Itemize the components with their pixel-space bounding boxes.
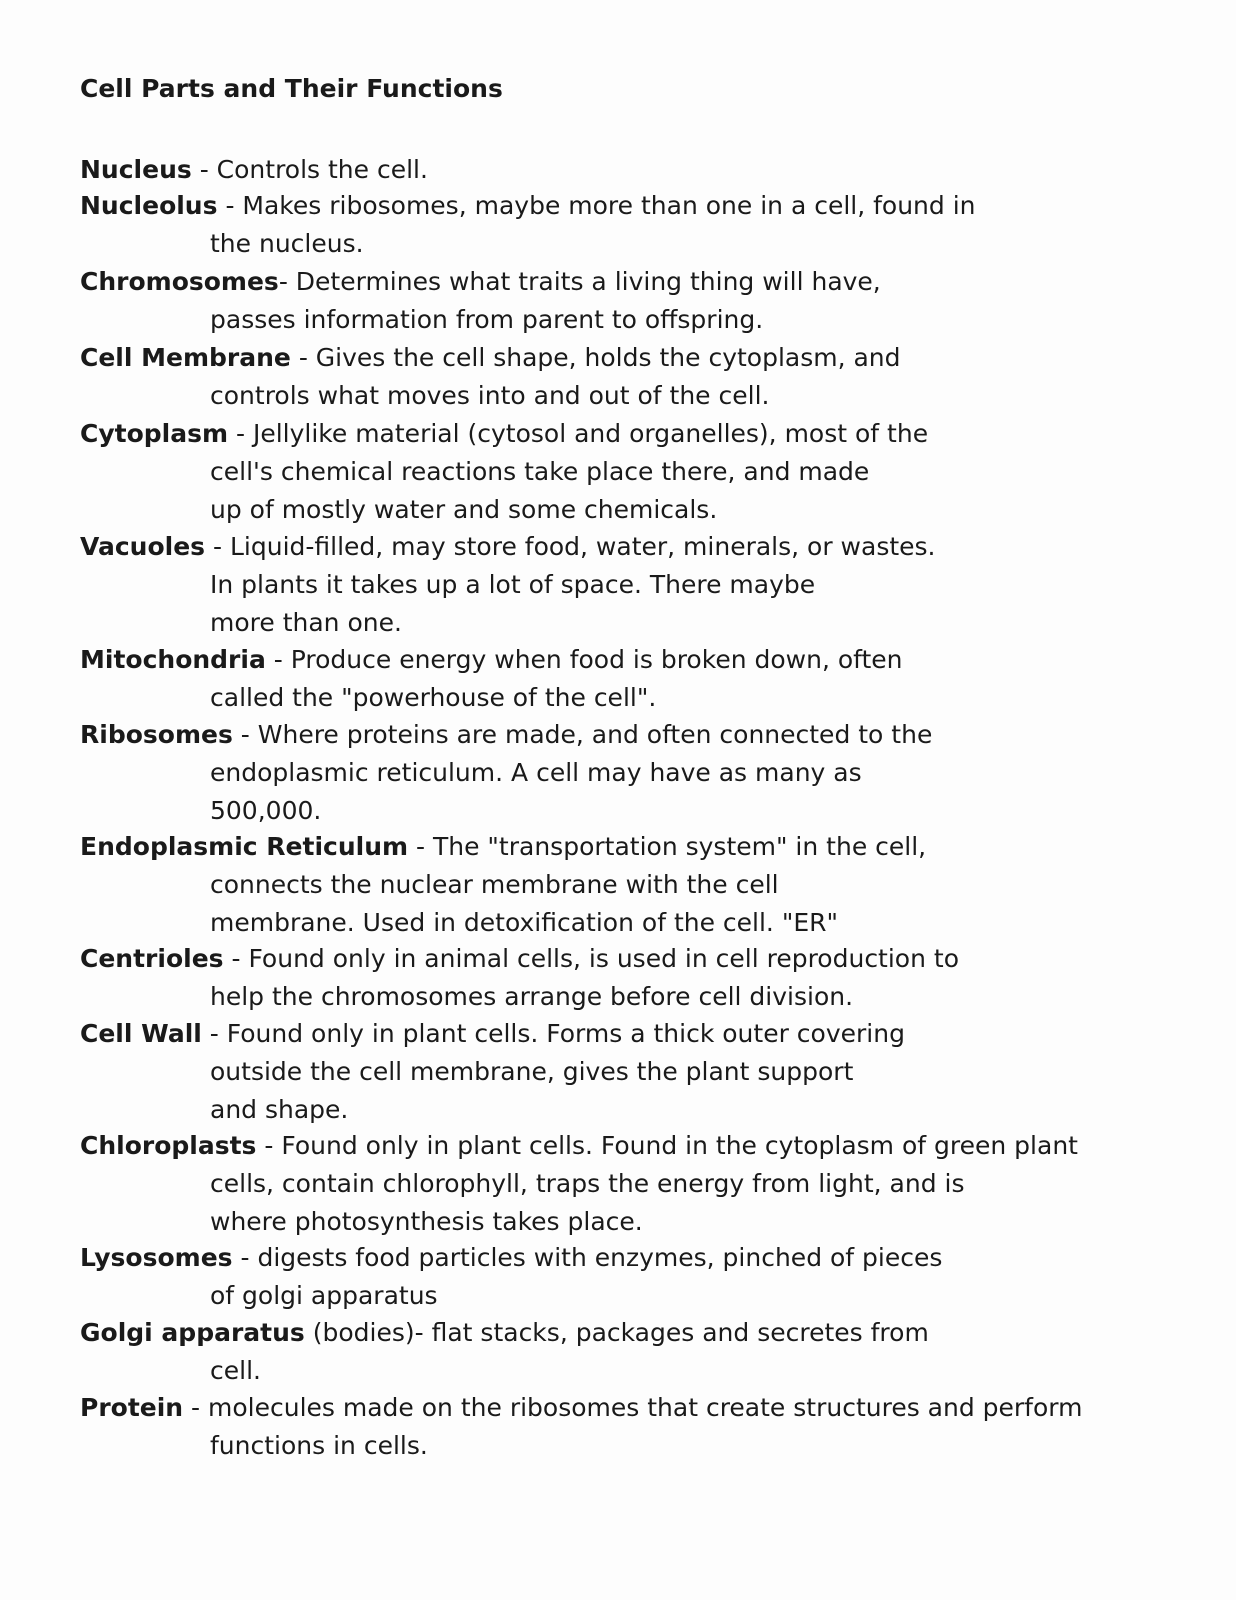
definition-text: - Found only in plant cells. Found in the cytoplasm of green plant (256, 1131, 1078, 1160)
entry-nucleus (80, 151, 428, 189)
term-label: Centrioles (80, 944, 224, 973)
entry-chromosomes (80, 263, 881, 339)
definition-text: - Where proteins are made, and often connected to the (232, 720, 933, 749)
definition-text: where photosynthesis takes place. (210, 1207, 643, 1236)
entry-cytoplasm (80, 415, 928, 529)
term-label: Cytoplasm (80, 419, 229, 448)
term-label: Golgi apparatus (80, 1318, 305, 1347)
term-label: Chromosomes (80, 267, 279, 296)
definition-text: - Found only in plant cells. Forms a thick outer covering (201, 1019, 905, 1048)
definition-text: endoplasmic reticulum. A cell may have as many as (210, 758, 862, 787)
term-label: Endoplasmic Reticulum (80, 832, 409, 861)
definition-text: - digests food particles with enzymes, pinched of pieces (232, 1243, 943, 1272)
definition-text: - Gives the cell shape, holds the cytoplasm, and (290, 343, 901, 372)
definition-text: membrane. Used in detoxification of the cell. "ER" (210, 908, 838, 937)
term-label: Nucleus (80, 155, 192, 184)
term-label: Lysosomes (80, 1243, 233, 1272)
entry-lysosomes (80, 1239, 942, 1315)
definition-text: - Found only in animal cells, is used in cell reproduction to (223, 944, 959, 973)
definition-text: - Makes ribosomes, maybe more than one in a cell, found in (217, 191, 976, 220)
entry-nucleolus (80, 187, 976, 263)
definition-text: and shape. (210, 1095, 349, 1124)
entry-golgi-apparatus (80, 1314, 929, 1390)
definition-text: the nucleus. (210, 229, 364, 258)
entry-ribosomes (80, 716, 932, 830)
term-label: Vacuoles (80, 532, 206, 561)
definition-text: cell's chemical reactions take place there, and made (210, 457, 870, 486)
term-label: Ribosomes (80, 720, 233, 749)
term-label: Nucleolus (80, 191, 218, 220)
term-label: Mitochondria (80, 645, 266, 674)
definition-text: outside the cell membrane, gives the plant support (210, 1057, 854, 1086)
definition-text: cells, contain chlorophyll, traps the energy from light, and is (210, 1169, 965, 1198)
definition-text: more than one. (210, 608, 402, 637)
entry-cell-membrane (80, 339, 901, 415)
entry-centrioles (80, 940, 959, 1016)
entry-chloroplasts (80, 1127, 1078, 1241)
definition-text: connects the nuclear membrane with the cell (210, 870, 779, 899)
term-label: Cell Membrane (80, 343, 291, 372)
entry-mitochondria (80, 641, 903, 717)
entry-protein (80, 1389, 1082, 1465)
definition-text: help the chromosomes arrange before cell division. (210, 982, 854, 1011)
definition-text: up of mostly water and some chemicals. (210, 495, 718, 524)
definition-text: controls what moves into and out of the cell. (210, 381, 770, 410)
definition-text: In plants it takes up a lot of space. There maybe (210, 570, 816, 599)
definition-text: - molecules made on the ribosomes that create structures and perform (183, 1393, 1083, 1422)
definition-text: of golgi apparatus (210, 1281, 438, 1310)
definition-text: - Jellylike material (cytosol and organelles), most of the (228, 419, 929, 448)
term-label: Chloroplasts (80, 1131, 257, 1160)
definition-text: (bodies)- flat stacks, packages and secretes from (304, 1318, 929, 1347)
definition-text: - Produce energy when food is broken down, often (265, 645, 903, 674)
term-label: Protein (80, 1393, 184, 1422)
definition-text: called the "powerhouse of the cell". (210, 683, 657, 712)
entry-vacuoles (80, 528, 936, 642)
definition-text: - Determines what traits a living thing will have, (278, 267, 881, 296)
definition-text: passes information from parent to offspring. (210, 305, 764, 334)
definition-text: - Controls the cell. (191, 155, 428, 184)
definition-text: 500,000. (210, 796, 322, 825)
entry-endoplasmic-reticulum (80, 828, 926, 942)
term-label: Cell Wall (80, 1019, 202, 1048)
entry-cell-wall (80, 1015, 905, 1129)
definition-text: - Liquid-filled, may store food, water, minerals, or wastes. (205, 532, 936, 561)
definition-text: - The "transportation system" in the cell, (408, 832, 927, 861)
definition-text: cell. (210, 1356, 261, 1385)
page-title: Cell Parts and Their Functions (80, 74, 503, 103)
definition-text: functions in cells. (210, 1431, 428, 1460)
